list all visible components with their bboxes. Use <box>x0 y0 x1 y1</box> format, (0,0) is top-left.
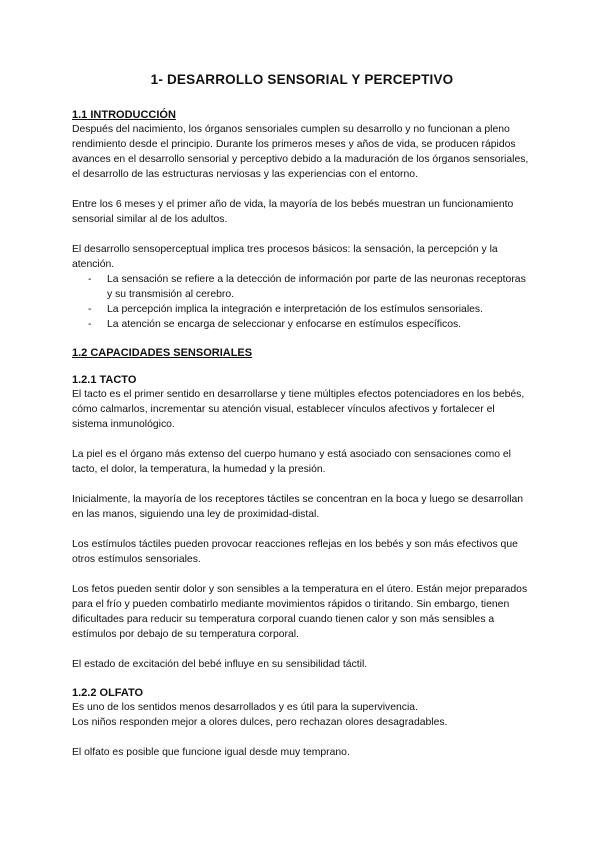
dash-bullet-icon: - <box>88 274 92 285</box>
olfato-paragraph-1: Es uno de los sentidos menos desarrollados y es útil para la supervivencia. <box>72 702 418 713</box>
intro-paragraph-3: El desarrollo sensoperceptual implica tres procesos básicos: la sensación, la percepción y la atención. <box>72 244 498 270</box>
intro-paragraph-1: Después del nacimiento, los órganos sensoriales cumplen su desarrollo y no funcionan a pleno rendimiento desde el principio. Durante los primeros meses y años de vida, se producen rápidos avances en el desarrollo sensorial y perceptivo debido a la maduración de los órganos sensoriales, el desarrollo de las estructuras nerviosas y las experiencias con el entorno. <box>72 124 529 180</box>
list-item: - La percepción implica la integración e interpretación de los estímulos sensoriales. <box>88 304 483 315</box>
list-item: - La atención se encarga de seleccionar y enfocarse en estímulos específicos. <box>88 319 462 330</box>
tacto-paragraph-4: Los estímulos táctiles pueden provocar reacciones reflejas en los bebés y son más efectivos que otros estímulos sensoriales. <box>72 539 518 565</box>
tacto-paragraph-3: Inicialmente, la mayoría de los receptores táctiles se concentran en la boca y luego se desarrollan en las manos, siguiendo una ley de proximidad-distal. <box>72 494 524 520</box>
subsection-heading-tacto: 1.2.1 TACTO <box>72 374 137 386</box>
dash-bullet-icon: - <box>88 319 92 330</box>
olfato-paragraph-3: El olfato es posible que funcione igual desde muy temprano. <box>72 747 350 758</box>
section-heading-introduccion: 1.1 INTRODUCCIÓN <box>72 109 176 121</box>
subsection-heading-olfato: 1.2.2 OLFATO <box>72 687 144 699</box>
section-heading-capacidades: 1.2 CAPACIDADES SENSORIALES <box>72 347 253 359</box>
tacto-paragraph-6: El estado de excitación del bebé influye en su sensibilidad táctil. <box>72 659 368 670</box>
tacto-paragraph-2: La piel es el órgano más extenso del cuerpo humano y está asociado con sensaciones como el tacto, el dolor, la temperatura, la humedad y la presión. <box>72 449 511 475</box>
list-item: - La sensación se refiere a la detección de información por parte de las neuronas receptoras y su transmisión al cerebro. <box>88 274 526 300</box>
document-title: 1- DESARROLLO SENSORIAL Y PERCEPTIVO <box>150 72 454 87</box>
olfato-paragraph-2: Los niños responden mejor a olores dulces, pero rechazan olores desagradables. <box>72 717 448 728</box>
dash-bullet-icon: - <box>88 304 92 315</box>
document-page <box>72 72 532 760</box>
tacto-paragraph-1: El tacto es el primer sentido en desarrollarse y tiene múltiples efectos potenciadores en los bebés, cómo calmarlos, incrementar su atención visual, establecer vínculos afectivos y fortalecer el sistema inmunológico. <box>72 389 525 430</box>
process-list <box>72 272 532 332</box>
intro-paragraph-2: Entre los 6 meses y el primer año de vida, la mayoría de los bebés muestran un funcionamiento sensorial similar al de los adultos. <box>72 199 514 225</box>
tacto-paragraph-5: Los fetos pueden sentir dolor y son sensibles a la temperatura en el útero. Están mejor preparados para el frío y pueden combatirlo mediante movimientos rápidos o tiritando. Sin embargo, tienen dificultades para reducir su temperatura corporal cuando tienen calor y son más sensibles a estímulos por debajo de su temperatura corporal. <box>72 584 528 640</box>
